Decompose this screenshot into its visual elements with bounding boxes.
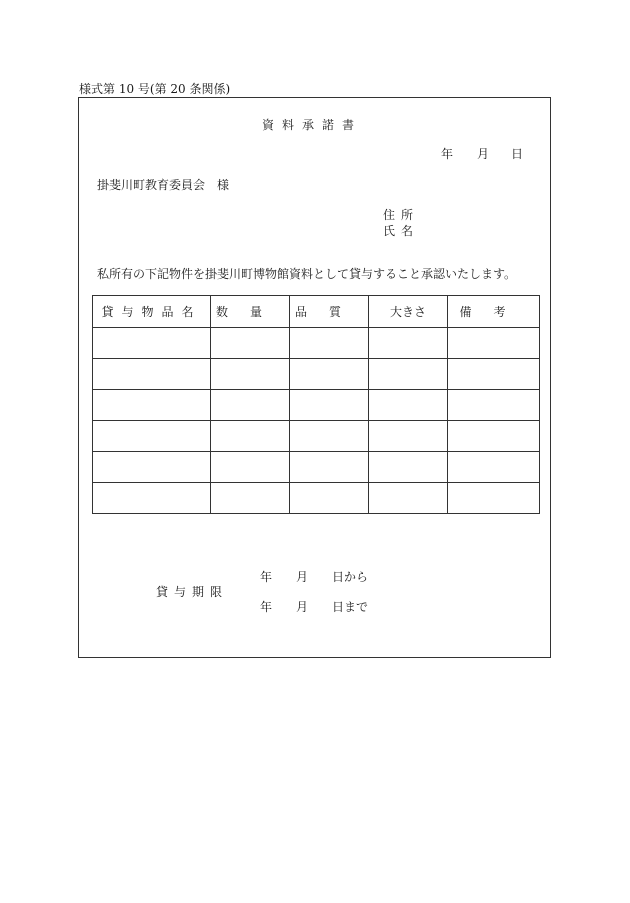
cell-quantity[interactable] (211, 328, 290, 359)
period-to-day: 日まで (332, 600, 369, 614)
date-day-label: 日 (511, 147, 524, 161)
address-label: 住所 (383, 208, 420, 222)
table-header-row (93, 296, 540, 328)
cell-size[interactable] (369, 421, 448, 452)
table-row (93, 359, 540, 390)
header-quality: 品質 (290, 296, 369, 328)
consent-statement: 私所有の下記物件を掛斐川町博物館資料として貸与すること承認いたします。 (97, 267, 517, 281)
cell-size[interactable] (369, 359, 448, 390)
cell-quality[interactable] (290, 359, 369, 390)
table-row (93, 328, 540, 359)
addressee: 掛斐川町教育委員会 様 (97, 178, 230, 192)
period-from-year: 年 (260, 570, 273, 584)
cell-item-name[interactable] (93, 452, 211, 483)
document-title: 資料承諾書 (262, 118, 363, 132)
loan-items-table (92, 295, 540, 514)
period-from-day: 日から (332, 570, 369, 584)
cell-item-name[interactable] (93, 359, 211, 390)
cell-size[interactable] (369, 328, 448, 359)
cell-remarks[interactable] (448, 452, 540, 483)
cell-size[interactable] (369, 452, 448, 483)
cell-quantity[interactable] (211, 390, 290, 421)
header-size: 大きさ (369, 296, 448, 328)
cell-quantity[interactable] (211, 483, 290, 514)
header-remarks: 備考 (448, 296, 540, 328)
table-row (93, 421, 540, 452)
period-to-year: 年 (260, 600, 273, 614)
cell-size[interactable] (369, 390, 448, 421)
table-row (93, 452, 540, 483)
cell-quality[interactable] (290, 452, 369, 483)
cell-size[interactable] (369, 483, 448, 514)
cell-remarks[interactable] (448, 328, 540, 359)
date-month-label: 月 (477, 147, 490, 161)
cell-remarks[interactable] (448, 421, 540, 452)
date-year-label: 年 (441, 147, 454, 161)
period-to-month: 月 (296, 600, 309, 614)
header-quantity: 数量 (211, 296, 290, 328)
cell-item-name[interactable] (93, 421, 211, 452)
cell-quantity[interactable] (211, 421, 290, 452)
loan-period-label: 貸与期限 (156, 585, 229, 599)
table-row (93, 483, 540, 514)
cell-quality[interactable] (290, 328, 369, 359)
cell-item-name[interactable] (93, 483, 211, 514)
header-item-name: 貸与物品名 (93, 296, 211, 328)
cell-quantity[interactable] (211, 359, 290, 390)
table-row (93, 390, 540, 421)
form-number: 様式第 10 号(第 20 条関係) (79, 82, 231, 96)
cell-quantity[interactable] (211, 452, 290, 483)
cell-item-name[interactable] (93, 328, 211, 359)
cell-remarks[interactable] (448, 359, 540, 390)
cell-remarks[interactable] (448, 483, 540, 514)
cell-quality[interactable] (290, 483, 369, 514)
name-label: 氏名 (383, 224, 420, 238)
cell-remarks[interactable] (448, 390, 540, 421)
cell-item-name[interactable] (93, 390, 211, 421)
cell-quality[interactable] (290, 421, 369, 452)
cell-quality[interactable] (290, 390, 369, 421)
period-from-month: 月 (296, 570, 309, 584)
